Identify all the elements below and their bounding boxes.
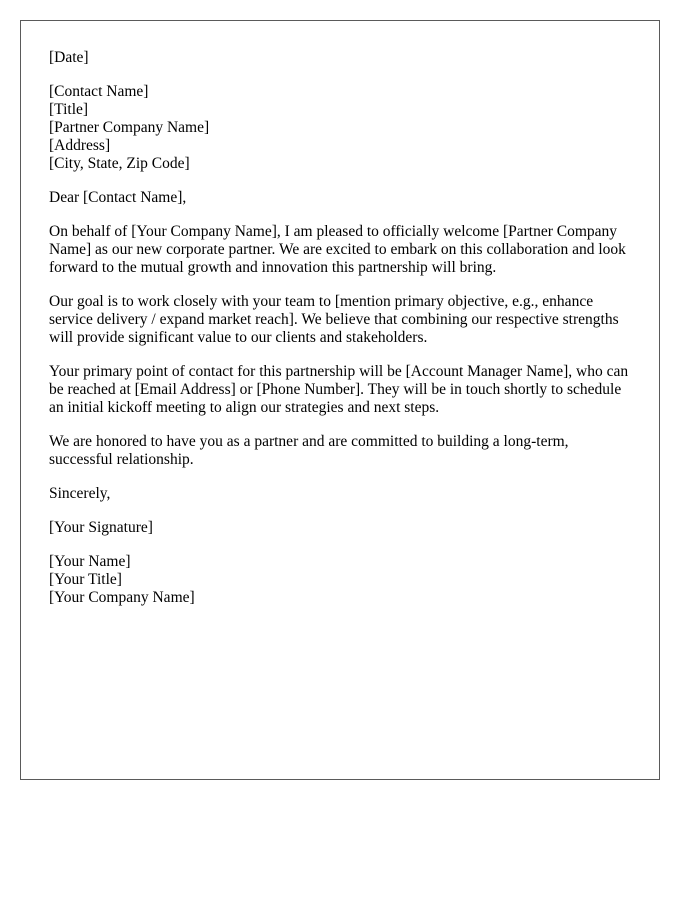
- recipient-title: [Title]: [49, 101, 89, 118]
- paragraph-welcome: On behalf of [Your Company Name], I am pleased to officially welcome [Partner Company Name] as our new corporate partner. We are excited to embark on this collaboration and look forward to the mutual growth and innovation this partnership will bring.: [49, 223, 626, 276]
- sender-company: [Your Company Name]: [49, 589, 195, 606]
- salutation-block: [49, 189, 629, 207]
- signature: [Your Signature]: [49, 519, 153, 536]
- paragraph-closing-remarks: We are honored to have you as a partner and are committed to building a long-term, successful relationship.: [49, 433, 569, 468]
- salutation: Dear [Contact Name],: [49, 189, 187, 206]
- sender-block: [49, 553, 629, 607]
- recipient-city-state-zip: [City, State, Zip Code]: [49, 155, 190, 172]
- recipient-company: [Partner Company Name]: [49, 119, 210, 136]
- letter-body: [49, 49, 629, 623]
- date-block: [49, 49, 629, 67]
- sender-title: [Your Title]: [49, 571, 122, 588]
- recipient-address-block: [49, 83, 629, 173]
- closing: Sincerely,: [49, 485, 111, 502]
- recipient-contact-name: [Contact Name]: [49, 83, 149, 100]
- letter-date: [Date]: [49, 49, 89, 66]
- paragraph-goals: Our goal is to work closely with your team to [mention primary objective, e.g., enhance service delivery / expand market reach]. We believe that combining our respective strengths will provide significant value to our clients and stakeholders.: [49, 293, 619, 346]
- signature-block: [49, 519, 629, 537]
- letter-page: [20, 20, 660, 780]
- sender-name: [Your Name]: [49, 553, 131, 570]
- recipient-address: [Address]: [49, 137, 111, 154]
- closing-block: [49, 485, 629, 503]
- paragraph-contact: Your primary point of contact for this partnership will be [Account Manager Name], who can be reached at [Email Address] or [Phone Number]. They will be in touch shortly to schedule an initial kickoff meeting to align our strategies and next steps.: [49, 363, 629, 416]
